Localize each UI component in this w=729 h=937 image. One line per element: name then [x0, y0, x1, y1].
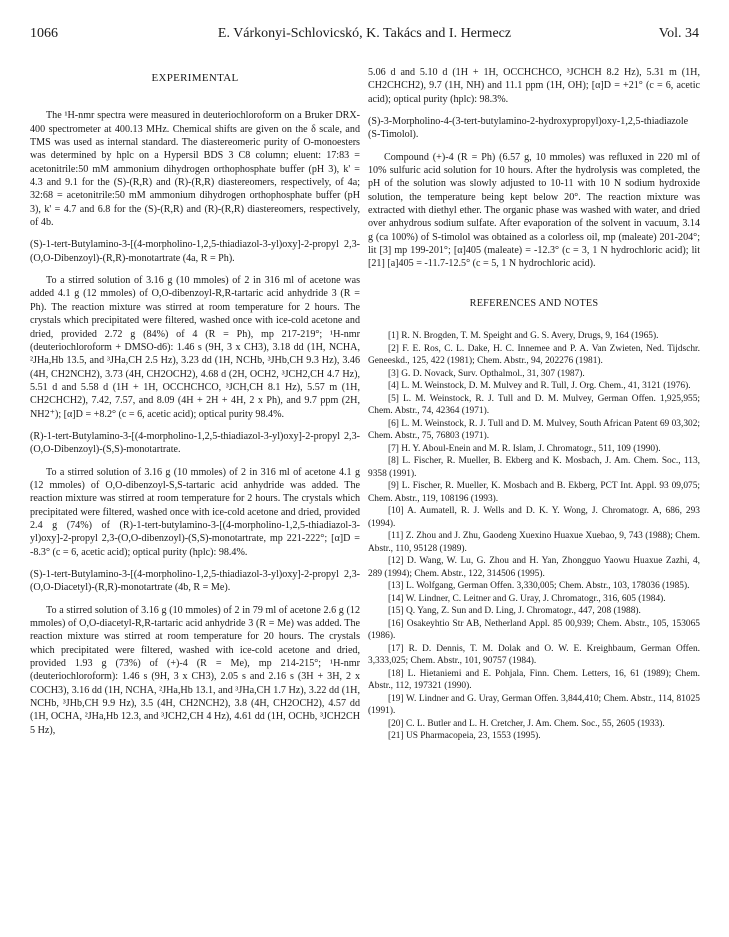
reference-item: [9] L. Fischer, R. Mueller, K. Mosbach and B. Ekberg, PCT Int. Appl. 93 09,075; Chem. Abstr., 119, 108196 (1993).: [368, 481, 700, 504]
page-number: 1066: [30, 26, 58, 41]
reference-item: [8] L. Fischer, R. Mueller, B. Ekberg and K. Mosbach, J. Am. Chem. Soc., 113, 9358 (1991).: [368, 456, 700, 479]
paragraph-procedure-4a: To a stirred solution of 3.16 g (10 mmoles) of 2 in 316 ml of acetone was added 4.1 g (12 mmoles) of O,O-dibenzoyl-R,R-tartaric acid anhydride 3 (R = Ph). The reaction mixture was stirred at room temperature for 2 hours. The crystals which precipitated were filtered, washed once with ice-cold acetone and dried, provided 2.72 g (84%) of 4 (R = Ph), mp 217-219°; ¹H-nmr (deuteriochloroform + DMSO-d6): 1.46 s (9H, 3 x CH3), 3.18 dd (1H, NCHA, ²JHa,Hb 13.5, and ³JHa,CH 2.5 Hz), 3.23 dd (1H, NCHb, ³JHb,CH 9.3 Hz), 3.46 (4H, CH2NCH2), 3.73 (4H, CH2OCH2), 4.68 d (2H, OCH2, ³JCH2,CH 4.7 Hz), 5.51 d and 5.58 d (1H + 1H, OCCHCHCO, ³JCH,CH 8.1 Hz), 5.57 m (1H, CH2CHCH2), 7.42, 7.57, and 8.09 (4H + 2H + 4H, 2 x Ph), and 9.7 ppm (2H, NH2⁺); [α]D = +8.2° (c = 6, acetic acid); optical purity 98.4%.: [30, 275, 360, 420]
paragraph-general-methods: The ¹H-nmr spectra were measured in deuteriochloroform on a Bruker DRX-400 spectrometer at 400.13 MHz. Chemical shifts are given on the δ scale, and TMS was used as internal standard. The diastereomeric purity of O-monoesters was determined by hplc on a Hypersil BDS 3 C8 column; eluent: 17:83 = acetonitrile:50 mM ammonium dihydrogen orthophosphate buffer (pH 3), k' = 4.3 and 9.1 for the (S)-(R,R) and (R)-(R,R) diastereomers, respectively, of 4a; 32:68 = acetonitrile:50 mM ammonium dihydrogen orthophosphate buffer (pH 3), k' = 4.7 and 6.8 for the (S)-(R,R) and (R)-(R,R) diastereomers, respectively, of 4b.: [30, 110, 360, 229]
compound-heading-4b: (S)-1-tert-Butylamino-3-[(4-morpholino-1,2,5-thiadiazol-3-yl)oxy]-2-propyl 2,3-(O,O-Diacetyl)-(R,R)-monotartrate (4b, R = Me).: [30, 569, 360, 594]
reference-item: [10] A. Aumatell, R. J. Wells and D. K. Y. Wong, J. Chromatogr. A, 686, 293 (1994).: [368, 506, 700, 529]
reference-item: [6] L. M. Weinstock, R. J. Tull and D. M. Mulvey, South African Patent 69 03,302; Chem. Abstr., 75, 76803 (1971).: [368, 418, 700, 442]
paragraph-4b-continued: 5.06 d and 5.10 d (1H + 1H, OCCHCHCO, ³JCHCH 8.2 Hz), 5.31 m (1H, CH2CHCH2), 9.7 (1H, NH) and 11.1 ppm (1H, OH); [α]D = +21° (c = 6, acetic acid); optical purity (hplc): 98.3%.: [368, 67, 700, 105]
right-column: [368, 66, 700, 743]
running-authors: E. Várkonyi-Schlovicskó, K. Takács and I. Hermecz: [217, 26, 512, 41]
paragraph-procedure-s-timolol: Compound (+)-4 (R = Ph) (6.57 g, 10 mmoles) was refluxed in 220 ml of 10% sulfuric acid solution for 10 hours. After the hydrolysis was completed, the pH of the solution was slowly adjusted to 10-11 with 10 N sodium hydroxide solution, the temperature being kept below 20°. The reaction mixture was extracted with diethyl ether. The organic phase was washed with water, and dried over anhydrous sodium sulfate. After evaporation of the solvent in vacuum, 3.14 g (ca 100%) of S-timolol was obtained as a colorless oil, mp (maleate) 201-204°; lit [3] mp 199-201°; [α]405 (maleate) = -12.3° (c = 3, 1 N hydrochloric acid); lit [21] [a]405 = -11.7-12.5° (c = 5, 1 N hydrochloric acid).: [368, 151, 700, 270]
reference-item: [7] H. Y. Aboul-Enein and M. R. Islam, J. Chromatogr., 511, 109 (1990).: [388, 443, 661, 454]
compound-heading-4a: (S)-1-tert-Butylamino-3-[(4-morpholino-1,2,5-thiadiazol-3-yl)oxy]-2-propyl 2,3-(O,O-Dibenzoyl)-(R,R)-monotartrate (4a, R = Ph).: [30, 239, 360, 264]
reference-item: [16] Osakeyhtio Str AB, Netherland Appl. 85 00,939; Chem. Abstr., 105, 153065 (1986).: [368, 618, 700, 642]
section-title-experimental: EXPERIMENTAL: [151, 72, 239, 84]
reference-item: [12] D. Wang, W. Lu, G. Zhou and H. Yan, Zhongguo Yaowu Huaxue Zazhi, 4, 289 (1994); Chem. Abstr., 122, 314506 (1995).: [368, 556, 700, 579]
reference-item: [13] L. Wolfgang, German Offen. 3,330,005; Chem. Abstr., 103, 178036 (1985).: [388, 581, 690, 592]
paragraph-procedure-4b: To a stirred solution of 3.16 g (10 mmoles) of 2 in 79 ml of acetone 2.6 g (12 mmoles) of O,O-diacetyl-R,R-tartaric acid anhydride 3 (R = Me) was added. The reaction mixture was stirred at room temperature for 20 hours. The crystals which precipitated were filtered, washed with ice-cold acetone and dried, provided 1.93 g (73%) of (+)-4 (R = Me), mp 214-215°; ¹H-nmr (deuteriochloroform): 1.46 s (9H, 3 x CH3), 2.05 s and 2.16 s (3H + 3H, 2 x COCH3), 3.16 dd (1H, NCHA, ²JHa,Hb 13.1, and ³JHa,CH 1.7 Hz), 3.22 dd (1H, NCHb, ³JHb,CH 9.9 Hz), 3.5 (4H, CH2NCH2), 3.8 (4H, CH2OCH2), 4.57 dd (1H, OCHA, ²JHa,Hb 12.3, and ³JCH2,CH 4 Hz), 4.61 dd (1H, OCHb, ³JCH2CH 5 Hz),: [30, 604, 360, 736]
reference-item: [21] US Pharmacopeia, 23, 1553 (1995).: [388, 731, 541, 742]
reference-item: [4] L. M. Weinstock, D. M. Mulvey and R. Tull, J. Org. Chem., 41, 3121 (1976).: [388, 381, 691, 392]
reference-item: [5] L. M. Weinstock, R. J. Tull and D. M. Mulvey, German Offen. 1,925,955; Chem. Abstr., 74, 42364 (1971).: [368, 393, 700, 417]
reference-item: [17] R. D. Dennis, T. M. Dolak and O. W. E. Kreighbaum, German Offen. 3,333,025; Chem. Abstr., 101, 90757 (1984).: [368, 643, 700, 667]
reference-item: [1] R. N. Brogden, T. M. Speight and G. S. Avery, Drugs, 9, 164 (1965).: [388, 331, 659, 342]
volume-label: Vol. 34: [658, 26, 699, 41]
left-column: [30, 66, 360, 737]
reference-item: [2] F. E. Ros, C. L. Dake, H. C. Innemee and P. A. Van Zwieten, Ned. Tijdschr. Geneeskd., 125, 422 (1981); Chem. Abstr., 94, 202276 (1981).: [368, 343, 700, 367]
reference-item: [11] Z. Zhou and J. Zhu, Gaodeng Xuexino Huaxue Xuebao, 9, 743 (1988); Chem. Abstr., 110, 95128 (1989).: [368, 531, 700, 554]
reference-item: [18] L. Hietaniemi and E. Pohjala, Finn. Chem. Letters, 16, 61 (1989); Chem. Abstr., 112, 197321 (1990).: [368, 668, 700, 692]
compound-heading-s-timolol: (S)-3-Morpholino-4-(3-tert-butylamino-2-hydroxypropyl)oxy-1,2,5-thiadiazole (S-Timolol).: [368, 116, 689, 141]
reference-item: [19] W. Lindner and G. Uray, German Offen. 3,844,410; Chem. Abstr., 114, 81025 (1991).: [368, 693, 700, 717]
compound-heading-ss-monotartrate: (R)-1-tert-Butylamino-3-[(4-morpholino-1,2,5-thiadiazol-3-yl)oxy]-2-propyl 2,3-(O,O-Dibenzoyl)-(S,S)-monotartrate.: [30, 430, 360, 456]
reference-list: [368, 330, 700, 743]
paragraph-procedure-ss-monotartrate: To a stirred solution of 3.16 g (10 mmoles) of 2 in 316 ml of acetone 4.1 g (12 mmoles) of O,O-dibenzoyl-S,S-tartaric acid anhydride was added. The reaction mixture was stirred at room temperature for 2 hours. The crystals which precipitated were filtered, washed once with ice-cold acetone and dried, provided 2.4 g (74%) of (R)-1-tert-butylamino-3-[(4-morpholino-1,2,5-thiadiazol-3-yl)oxy]-2-propyl 2,3-(O,O-dibenzoyl)-(S,S)-monotartrate, mp 221-222°; [α]D = -8.3° (c = 6, acetic acid); optical purity (hplc): 98.4%.: [30, 466, 360, 558]
reference-item: [20] C. L. Butler and L. H. Cretcher, J. Am. Chem. Soc., 55, 2605 (1933).: [388, 718, 665, 729]
running-header: [30, 26, 699, 46]
reference-item: [14] W. Lindner, C. Leitner and G. Uray, J. Chromatogr., 316, 605 (1984).: [388, 593, 666, 604]
reference-item: [3] G. D. Novack, Surv. Opthalmol., 31, 307 (1987).: [388, 368, 585, 379]
reference-item: [15] Q. Yang, Z. Sun and D. Ling, J. Chromatogr., 447, 208 (1988).: [388, 606, 641, 617]
references-title: REFERENCES AND NOTES: [469, 297, 599, 309]
